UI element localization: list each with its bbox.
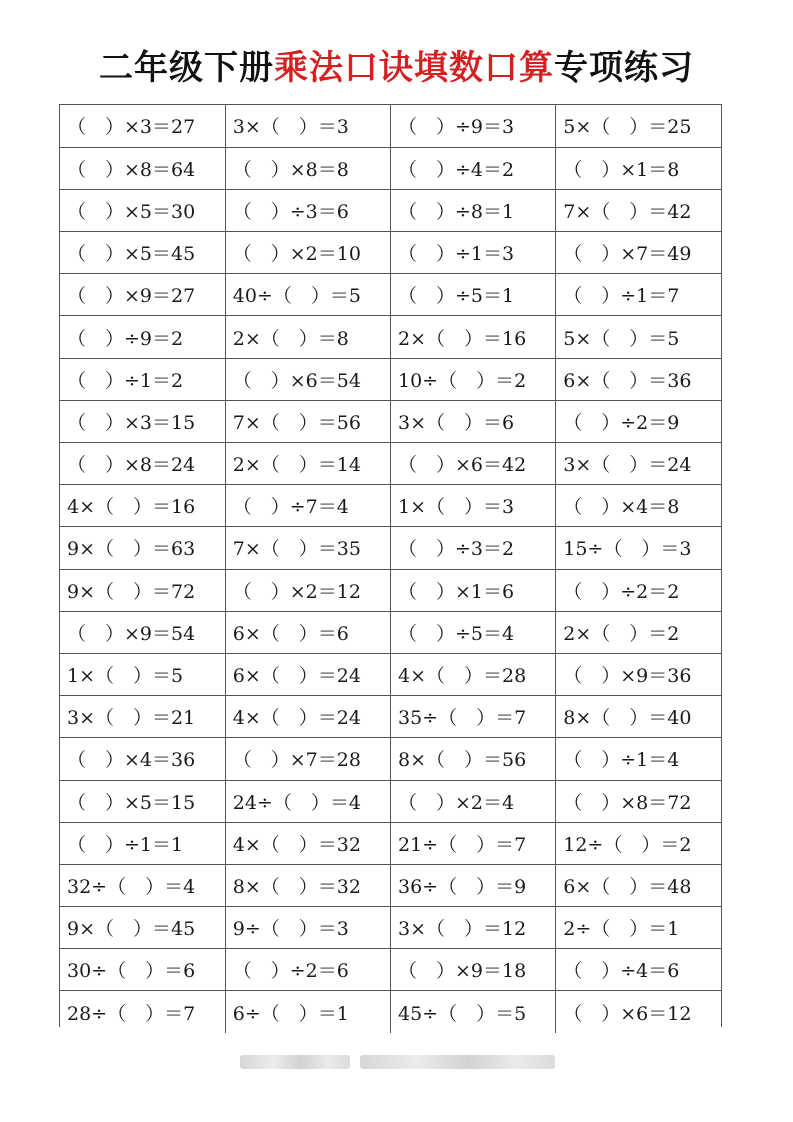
problem-cell: 2÷（ ）＝1 <box>556 907 721 949</box>
problem-cell: 35÷（ ）＝7 <box>391 696 556 738</box>
problem-cell: 21÷（ ）＝7 <box>391 822 556 864</box>
problem-cell: （ ）×6＝42 <box>391 443 556 485</box>
table-row <box>60 822 721 864</box>
problem-cell: （ ）÷9＝3 <box>391 105 556 147</box>
problem-cell: 3×（ ）＝6 <box>391 400 556 442</box>
problem-cell: 3×（ ）＝21 <box>60 696 225 738</box>
problem-cell: （ ）×9＝54 <box>60 611 225 653</box>
watermark-left <box>240 1055 350 1069</box>
problem-cell: （ ）÷2＝6 <box>225 949 390 991</box>
watermark-right <box>360 1055 555 1069</box>
problem-cell: 7×（ ）＝56 <box>225 400 390 442</box>
problem-cell: （ ）÷4＝2 <box>391 147 556 189</box>
problem-cell: 8×（ ）＝56 <box>391 738 556 780</box>
problem-cell: 3×（ ）＝24 <box>556 443 721 485</box>
problem-cell: 9×（ ）＝45 <box>60 907 225 949</box>
problem-cell: （ ）÷5＝1 <box>391 274 556 316</box>
table-row <box>60 907 721 949</box>
table-row <box>60 991 721 1033</box>
table-row <box>60 696 721 738</box>
problem-cell: （ ）×9＝18 <box>391 949 556 991</box>
exercise-table <box>60 105 721 1033</box>
problem-cell: （ ）×4＝8 <box>556 485 721 527</box>
problem-cell: （ ）×9＝27 <box>60 274 225 316</box>
problem-cell: （ ）÷5＝4 <box>391 611 556 653</box>
problem-cell: 28÷（ ）＝7 <box>60 991 225 1033</box>
table-row <box>60 147 721 189</box>
table-row <box>60 400 721 442</box>
problem-cell: 3×（ ）＝12 <box>391 907 556 949</box>
problem-cell: 15÷（ ）＝3 <box>556 527 721 569</box>
problem-cell: 9÷（ ）＝3 <box>225 907 390 949</box>
problem-cell: （ ）×2＝4 <box>391 780 556 822</box>
problem-cell: 32÷（ ）＝4 <box>60 864 225 906</box>
problem-cell: （ ）×8＝64 <box>60 147 225 189</box>
problem-cell: （ ）×6＝12 <box>563 1002 692 1025</box>
problem-cell: （ ）×7＝28 <box>225 738 390 780</box>
problem-cell: 24÷（ ）＝4 <box>225 780 390 822</box>
problem-cell: （ ）÷1＝7 <box>556 274 721 316</box>
problem-cell: （ ）×8＝24 <box>60 443 225 485</box>
problem-cell: （ ）÷2＝9 <box>556 400 721 442</box>
problem-cell: （ ）÷1＝3 <box>391 232 556 274</box>
problem-cell: 6×（ ）＝24 <box>225 653 390 695</box>
problem-cell: （ ）÷3＝6 <box>225 189 390 231</box>
problem-cell: 1×（ ）＝5 <box>60 653 225 695</box>
page-title <box>0 40 793 89</box>
problem-cell: （ ）×9＝36 <box>556 653 721 695</box>
problem-cell: （ ）×5＝15 <box>60 780 225 822</box>
problem-cell: 40÷（ ）＝5 <box>225 274 390 316</box>
problem-cell: （ ）÷8＝1 <box>391 189 556 231</box>
problem-cell: 36÷（ ）＝9 <box>391 864 556 906</box>
problem-cell: 8×（ ）＝32 <box>225 864 390 906</box>
problem-cell: （ ）×8＝72 <box>556 780 721 822</box>
problem-cell: 12÷（ ）＝2 <box>556 822 721 864</box>
table-row <box>60 949 721 991</box>
problem-cell: 2×（ ）＝8 <box>225 316 390 358</box>
problem-cell: 2×（ ）＝16 <box>391 316 556 358</box>
problem-cell: 4×（ ）＝28 <box>391 653 556 695</box>
problem-cell: 6×（ ）＝48 <box>556 864 721 906</box>
table-row <box>60 864 721 906</box>
problem-cell: （ ）×2＝12 <box>225 569 390 611</box>
table-row <box>60 316 721 358</box>
problem-cell: 6×（ ）＝6 <box>225 611 390 653</box>
problem-cell: （ ）×3＝27 <box>60 105 225 147</box>
table-row <box>60 738 721 780</box>
problem-cell: （ ）×6＝54 <box>225 358 390 400</box>
problem-cell: 9×（ ）＝72 <box>60 569 225 611</box>
problem-cell: （ ）×8＝8 <box>225 147 390 189</box>
problem-cell: 9×（ ）＝63 <box>60 527 225 569</box>
problem-cell: （ ）÷4＝6 <box>556 949 721 991</box>
problem-cell: （ ）×4＝36 <box>60 738 225 780</box>
problem-cell: （ ）×2＝10 <box>225 232 390 274</box>
table-row <box>60 189 721 231</box>
problem-cell: 4×（ ）＝32 <box>225 822 390 864</box>
problem-cell: （ ）÷1＝1 <box>60 822 225 864</box>
table-row <box>60 653 721 695</box>
problem-cell: （ ）÷2＝2 <box>556 569 721 611</box>
problem-cell: （ ）÷7＝4 <box>225 485 390 527</box>
problem-cell: （ ）÷1＝2 <box>60 358 225 400</box>
exercise-grid <box>60 105 721 1033</box>
problem-cell: 7×（ ）＝35 <box>225 527 390 569</box>
table-row <box>60 443 721 485</box>
table-row <box>60 611 721 653</box>
title-grade: 二年级下册 <box>99 48 274 88</box>
problem-cell: （ ）×3＝15 <box>60 400 225 442</box>
problem-cell: （ ）×5＝45 <box>60 232 225 274</box>
problem-cell: 3×（ ）＝3 <box>225 105 390 147</box>
table-row <box>60 358 721 400</box>
problem-cell: 45÷（ ）＝5 <box>391 991 556 1033</box>
problem-cell: 5×（ ）＝5 <box>556 316 721 358</box>
table-row <box>60 780 721 822</box>
problem-cell: 6×（ ）＝36 <box>556 358 721 400</box>
problem-cell: （ ）÷1＝4 <box>556 738 721 780</box>
problem-cell: （ ）×1＝8 <box>556 147 721 189</box>
problem-cell: 4×（ ）＝24 <box>225 696 390 738</box>
table-row <box>60 569 721 611</box>
table-row <box>60 105 721 147</box>
table-row <box>60 527 721 569</box>
problem-cell: 7×（ ）＝42 <box>556 189 721 231</box>
problem-cell: 5×（ ）＝25 <box>556 105 721 147</box>
problem-cell: 30÷（ ）＝6 <box>60 949 225 991</box>
problem-cell: （ ）×7＝49 <box>556 232 721 274</box>
problem-cell: （ ）÷3＝2 <box>391 527 556 569</box>
problem-cell: （ ）÷9＝2 <box>60 316 225 358</box>
table-row <box>60 274 721 316</box>
table-row <box>60 485 721 527</box>
problem-cell: 8×（ ）＝40 <box>556 696 721 738</box>
title-topic: 乘法口诀填数口算 <box>274 48 554 88</box>
exercise-sheet <box>59 104 722 1027</box>
problem-cell: （ ）×1＝6 <box>391 569 556 611</box>
problem-cell: 4×（ ）＝16 <box>60 485 225 527</box>
problem-cell: 2×（ ）＝14 <box>225 443 390 485</box>
title-suffix: 专项练习 <box>554 48 694 88</box>
problem-cell: （ ）×5＝30 <box>60 189 225 231</box>
problem-cell: 6÷（ ）＝1 <box>225 991 390 1033</box>
problem-cell: 1×（ ）＝3 <box>391 485 556 527</box>
table-row <box>60 232 721 274</box>
problem-cell: 10÷（ ）＝2 <box>391 358 556 400</box>
problem-cell: 2×（ ）＝2 <box>556 611 721 653</box>
